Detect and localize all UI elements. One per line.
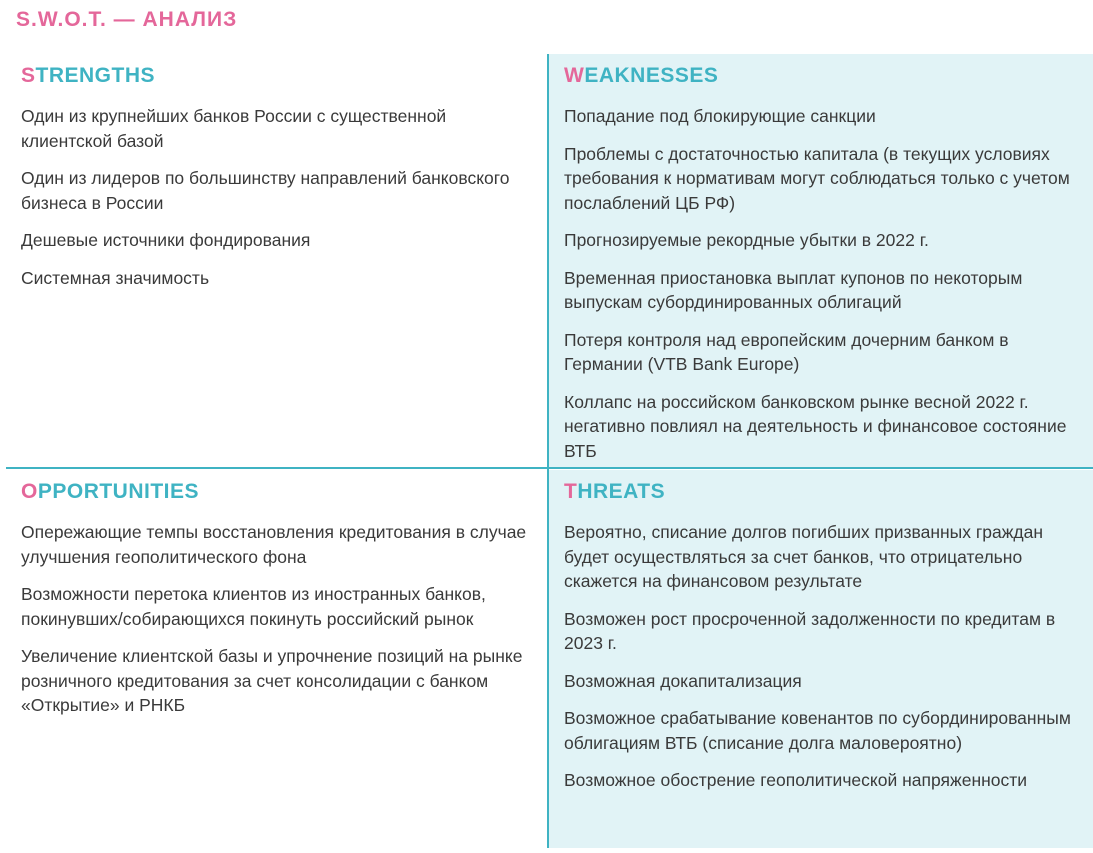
list-item: Попадание под блокирующие санкции [564, 106, 876, 126]
opportunities-heading-rest: PPORTUNITIES [37, 480, 200, 503]
opportunities-heading [21, 480, 199, 504]
list-item: Системная значимость [21, 267, 210, 288]
strengths-heading [21, 64, 155, 88]
strengths-heading-rest: TRENGTHS [35, 64, 156, 87]
vertical-divider [547, 54, 549, 848]
horizontal-divider [6, 467, 1093, 469]
list-item: Дешевые источники фондирования [21, 230, 311, 250]
strengths-list [21, 104, 536, 303]
opportunities-heading-initial: O [21, 480, 38, 503]
strengths-heading-initial: S [21, 64, 36, 87]
strengths-quadrant [0, 54, 547, 468]
weaknesses-heading-rest: EAKNESSES [584, 64, 719, 87]
list-item: Возможен рост просроченной задолженности по кредитам в 2023 г. [564, 608, 1056, 653]
list-item: Возможности перетока клиентов из иностранных банков, покинувших/собирающихся покинуть российский рынок [21, 584, 486, 629]
weaknesses-heading [564, 64, 718, 88]
list-item: Возможная докапитализация [564, 670, 802, 691]
list-item: Временная приостановка выплат купонов по некоторым выпускам субординированных облигаций [564, 267, 1023, 312]
threats-quadrant [549, 470, 1093, 848]
weaknesses-heading-initial: W [564, 64, 585, 87]
weaknesses-list [564, 104, 1089, 476]
threats-heading [564, 480, 665, 504]
list-item: Коллапс на российском банковском рынке весной 2022 г. негативно повлиял на деятельность и финансовое состояние ВТБ [564, 391, 1067, 461]
list-item: Проблемы с достаточностью капитала (в текущих условиях требования к нормативам могут соблюдаться только с учетом послаблений ЦБ РФ) [564, 143, 1070, 213]
list-item: Увеличение клиентской базы и упрочнение позиций на рынке розничного кредитования за счет консолидации с банком «Открытие» и РНКБ [21, 646, 523, 715]
threats-heading-initial: T [564, 480, 578, 503]
list-item: Возможное обострение геополитической напряженности [564, 770, 1028, 790]
list-item: Потеря контроля над европейским дочерним банком в Германии (VTB Bank Europe) [564, 329, 1009, 374]
list-item: Возможное срабатывание ковенантов по субординированным облигациям ВТБ (списание долга маловероятно) [564, 708, 1071, 753]
opportunities-list [21, 520, 536, 731]
list-item: Вероятно, списание долгов погибших призванных граждан будет осуществляться за счет банков, что отрицательно скажется на финансовом результате [564, 522, 1044, 591]
page-title: S.W.O.T. — АНАЛИЗ [16, 8, 238, 31]
opportunities-quadrant [0, 470, 547, 853]
list-item: Прогнозируемые рекордные убытки в 2022 г. [564, 230, 929, 250]
threats-heading-rest: HREATS [577, 480, 666, 503]
list-item: Один из крупнейших банков России с существенной клиентской базой [21, 106, 447, 151]
weaknesses-quadrant [549, 54, 1093, 468]
list-item: Один из лидеров по большинству направлений банковского бизнеса в России [21, 168, 510, 213]
threats-list [564, 520, 1089, 806]
list-item: Опережающие темпы восстановления кредитования в случае улучшения геополитического фона [21, 522, 527, 567]
